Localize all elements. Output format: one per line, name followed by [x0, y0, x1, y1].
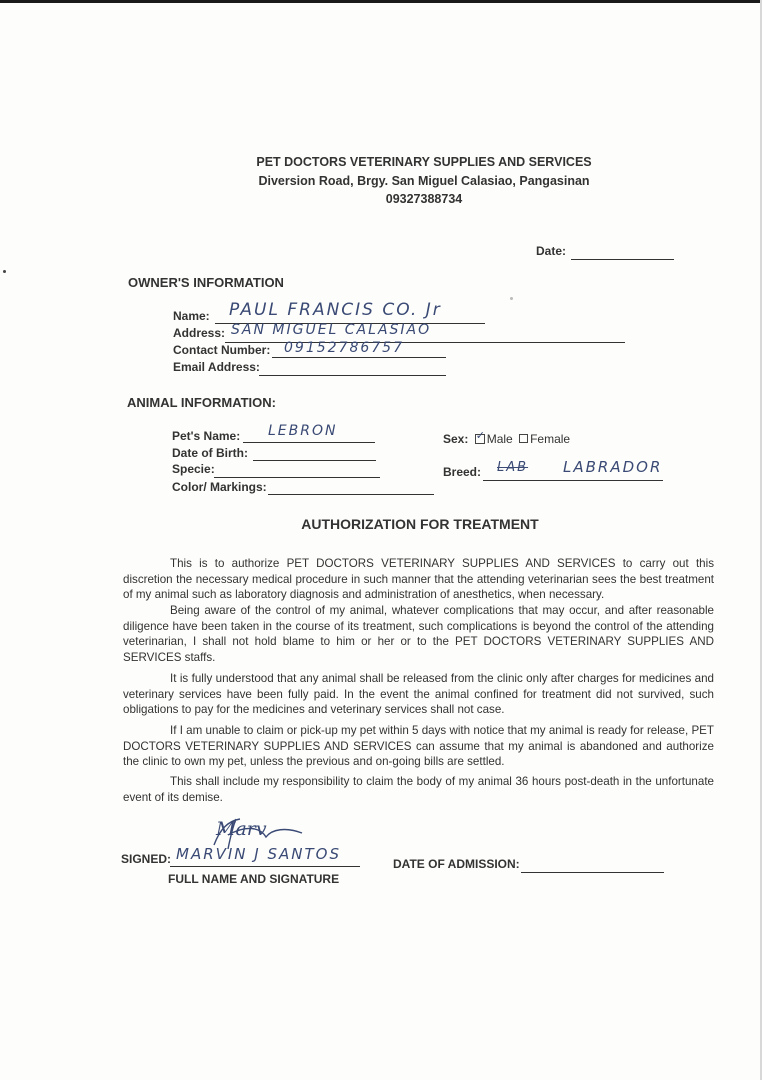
- scan-speck: [510, 297, 513, 300]
- owner-address-label: Address:: [173, 326, 226, 340]
- specie-line: [214, 477, 380, 478]
- signer-name: MARVIN J SANTOS: [176, 845, 341, 863]
- company-phone: 09327388734: [385, 192, 463, 206]
- female-option-label: Female: [530, 432, 571, 446]
- male-option-label: Male: [486, 432, 513, 446]
- owner-contact-line: [272, 357, 446, 358]
- owner-email-line: [259, 375, 446, 376]
- breed-struck-value: LAB: [497, 460, 529, 475]
- specie-label: Specie:: [172, 462, 215, 476]
- auth-paragraph-4: If I am unable to claim or pick-up my pet within 5 days with notice that my animal is ready for release, PET DOCTORS VETERINARY SUPPLIES AND SERVICES can assume that my animal is abandoned and authorize the clinic to own my pet, unless the previous and on-going bills are settled.: [123, 724, 714, 769]
- auth-paragraph-1: This is to authorize PET DOCTORS VETERINARY SUPPLIES AND SERVICES to carry out this discretion the necessary medical procedure in such manner that the attending veterinarian sees the best treatment of my animal such as laboratory diagnosis and administration of anesthetics, when necessary.: [123, 557, 714, 602]
- authorization-title: AUTHORIZATION FOR TREATMENT: [301, 516, 539, 532]
- signed-label: SIGNED:: [121, 852, 172, 866]
- signature-mark: Marv: [216, 818, 267, 840]
- date-label: Date:: [536, 244, 567, 258]
- sex-field: [443, 432, 570, 446]
- auth-paragraph-2: Being aware of the control of my animal, whatever complications that may occur, and after reasonable diligence have been taken in the course of its treatment, such complications is beyond the control of the attending veterinarian, I shall not hold blame to him or her or to the PET DOCTORS VETERINARY SUPPLIES AND SERVICES staffs.: [123, 604, 714, 664]
- scan-speck: [3, 270, 6, 273]
- admission-label: DATE OF ADMISSION:: [393, 857, 520, 871]
- pet-name-line: [243, 442, 375, 443]
- company-name: PET DOCTORS VETERINARY SUPPLIES AND SERVICES: [256, 155, 592, 169]
- pet-name-label: Pet's Name:: [172, 429, 241, 443]
- color-line: [268, 494, 434, 495]
- auth-paragraph-5: This shall include my responsibility to claim the body of my animal 36 hours post-death in the unfortunate event of its demise.: [123, 775, 714, 804]
- breed-value: LABRADOR: [563, 458, 663, 476]
- male-checkbox: [475, 434, 485, 444]
- breed-line: [483, 480, 663, 481]
- breed-label: Breed:: [443, 465, 482, 479]
- owner-address-value: SAN MIGUEL CALASIAO: [231, 322, 432, 338]
- scan-edge-top: [0, 0, 762, 3]
- dob-line: [253, 460, 376, 461]
- owner-contact-value: 09152786757: [284, 340, 404, 356]
- color-label: Color/ Markings:: [172, 480, 267, 494]
- owner-email-label: Email Address:: [173, 360, 260, 374]
- admission-line: [521, 872, 664, 873]
- company-address: Diversion Road, Brgy. San Miguel Calasiao, Pangasinan: [258, 174, 590, 188]
- dob-label: Date of Birth:: [172, 446, 248, 460]
- signature-line: [170, 866, 360, 867]
- animal-section-title: ANIMAL INFORMATION:: [127, 395, 276, 410]
- date-line: [571, 259, 674, 260]
- female-checkbox: [519, 434, 528, 443]
- owner-contact-label: Contact Number:: [173, 343, 271, 357]
- auth-paragraph-3: It is fully understood that any animal shall be released from the clinic only after charges for medicines and veterinary services have been fully paid. In the event the animal confined for treatment did not survived, such obligations to pay for the medicines and veterinary services shall not case.: [123, 672, 714, 717]
- sex-label: Sex:: [443, 432, 469, 446]
- owner-section-title: OWNER'S INFORMATION: [128, 275, 284, 290]
- pet-name-value: LEBRON: [268, 423, 338, 439]
- owner-name-value: PAUL FRANCIS CO. Jr: [229, 300, 442, 320]
- signature-sublabel: FULL NAME AND SIGNATURE: [168, 872, 340, 886]
- owner-name-label: Name:: [173, 309, 210, 323]
